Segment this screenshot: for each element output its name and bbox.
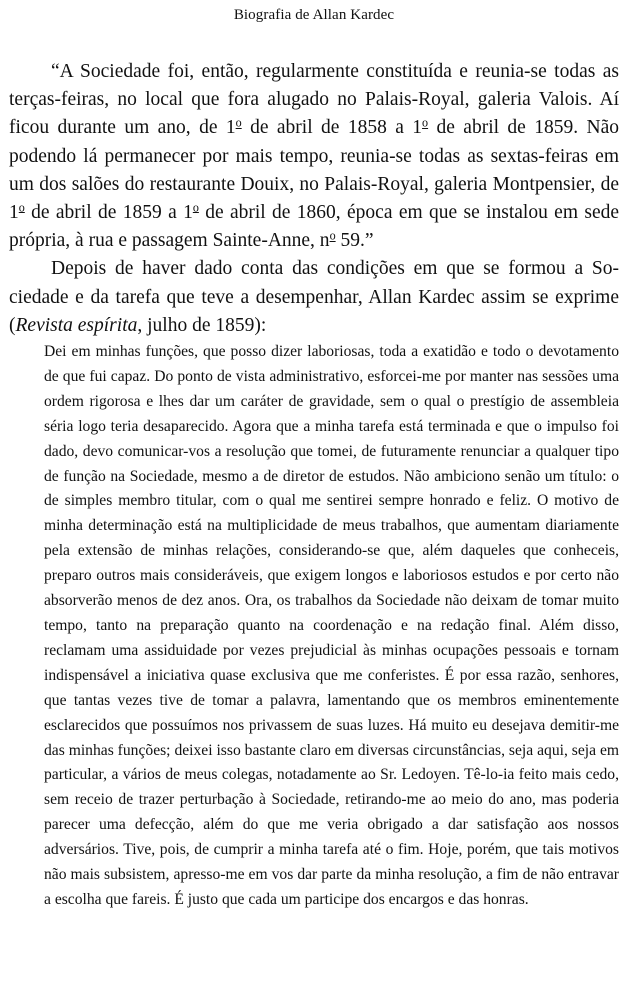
quote-text-2: de abril de 1858 a 1	[241, 117, 423, 139]
intro-paragraph	[9, 255, 619, 340]
intro-text-2: , julho de 1859):	[137, 314, 267, 336]
quote-text-1: “A Sociedade foi, então, regularmente constituída e reunia-se todas as terças-feiras, no local que fora alugado no Palais-Royal, galeria Valois. Aí ficou durante um ano, de 1	[9, 61, 619, 139]
ordinal-mark: o	[192, 200, 199, 215]
ordinal-mark: o	[422, 115, 429, 130]
block-quotation	[44, 340, 619, 913]
ordinal-mark: o	[329, 228, 336, 243]
block-quotation-text: Dei em minhas funções, que posso dizer laboriosas, toda a exatidão e todo o devotamento de que fui capaz. Do ponto de vista administrativo, esforcei-me por manter nas sessões uma ordem rigorosa e lhes dar um caráter de gravidade, sem o qual o prestígio de assembleia séria logo teria desaparecido. Agora que a minha tarefa está terminada e que o impulso foi dado, devo comunicar-vos a resolução que tomei, de futuramente renunciar a qualquer tipo de função na Sociedade, mesmo a de diretor de estudos. Não ambiciono senão um título: o de simples membro titular, com o qual me sentirei sempre honrado e feliz. O motivo de minha determinação está na multiplicidade de meus trabalhos, que aumentam diariamente pela extensão de minhas relações, considerando-se que, além daqueles que conheceis, preparo outros mais consideráveis, que exigem longos e laboriosos estudos e por certo não absorverão menos de dez anos. Ora, os trabalhos da Sociedade não deixam de tomar muito tempo, tanto na preparação quanto na coordenação e na redação final. Além disso, reclamam uma assiduidade por vezes prejudicial às minhas ocupações pessoais e tornam indispensável a iniciativa quase exclusiva que me conferistes. É por essa razão, senhores, que tantas vezes tive de tomar a palavra, lamentando que os membros eminentemente esclarecidos que possuímos nos privassem de suas luzes. Há muito eu desejava demitir-me das minhas funções; deixei isso bastante claro em diversas circunstâncias, seja aqui, seja em particular, a vários de meus colegas, notadamente ao Sr. Ledoyen. Tê-lo-ia feito mais cedo, sem receio de trazer perturbação à Sociedade, retirando-me ao meio do ano, mas poderia parecer uma defecção, além do que me veria obrigado a dar satisfação aos nossos adversários. Tive, pois, de cumprir a minha tarefa até o fim. Hoje, porém, que tais motivos não mais subsistem, apresso-me em vos dar parte da minha resolução, a fim de não entravar a escolha que fareis. É justo que cada um participe dos encargos e das honras.	[44, 343, 619, 908]
main-text	[9, 58, 619, 340]
quote-paragraph	[9, 58, 619, 255]
ordinal-mark: o	[235, 115, 242, 130]
running-header: Biografia de Allan Kardec	[233, 7, 395, 23]
ordinal-mark: o	[18, 200, 25, 215]
journal-title: Revista espírita	[15, 314, 138, 336]
quote-text-3: de abril de 1859. Não podendo lá permanecer por mais tempo, reunia-se todas as sextas-feiras em um dos salões do restaurante Douix, no Palais-Royal, galeria Montpensier, de 1	[9, 117, 619, 224]
intro-text-1: Depois de haver dado conta das condições em que se formou a Sociedade e da tarefa que teve a desempenhar, Allan Kardec assim se exprime (	[9, 258, 619, 336]
quote-text-4: de abril de 1859 a 1	[24, 202, 193, 224]
quote-text-5: de abril de 1860, época em que se instalou em sede própria, à rua e passagem Sainte-Anne, n	[9, 202, 620, 252]
quote-text-6: 59.”	[335, 230, 374, 252]
